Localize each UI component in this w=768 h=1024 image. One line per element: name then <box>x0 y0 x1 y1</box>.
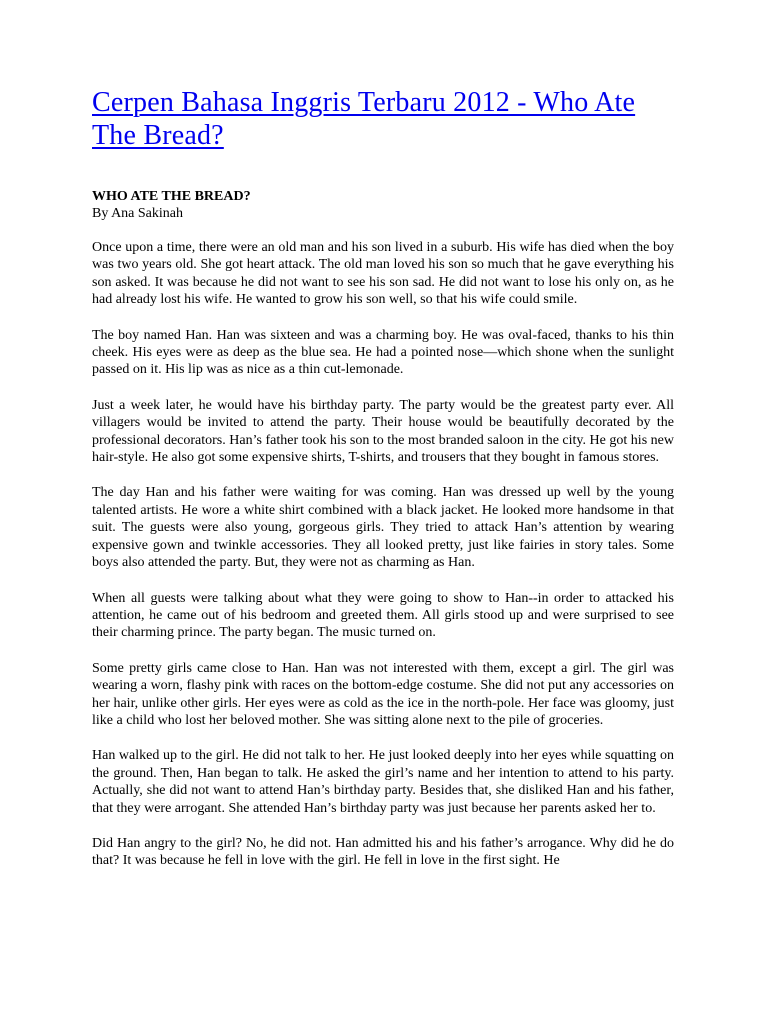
paragraph-3: Just a week later, he would have his birthday party. The party would be the greatest party ever. All villagers would be invited to attend the party. Their house would be beautifully decorated by the professional decorators. Han’s father took his son to the most branded saloon in the city. He got his new hair-style. He also got some expensive shirts, T-shirts, and trousers that they bought in famous stores. <box>92 397 674 466</box>
paragraph-4: The day Han and his father were waiting for was coming. Han was dressed up well by the young talented artists. He wore a white shirt combined with a black jacket. He looked more handsome in that suit. The guests were also young, gorgeous girls. They tried to attack Han’s attention by wearing expensive gown and twinkle accessories. They all looked pretty, just like fairies in story tales. Some boys also attended the party. But, they were not as charming as Han. <box>92 485 674 571</box>
paragraph-2: The boy named Han. Han was sixteen and was a charming boy. He was oval-faced, thanks to his thin cheek. His eyes were as deep as the blue sea. He had a pointed nose—which shone when the sunlight passed on it. His lip was as nice as a thin cut-lemonade. <box>92 327 674 378</box>
paragraph-6: Some pretty girls came close to Han. Han was not interested with them, except a girl. The girl was wearing a worn, flashy pink with races on the bottom-edge costume. She did not put any accessories on her hair, unlike other girls. Her eyes were as cold as the ice in the north-pole. Her face was gloomy, just like a child who lost her beloved mother. She was sitting alone next to the pile of groceries. <box>92 660 674 728</box>
paragraph-7: Han walked up to the girl. He did not talk to her. He just looked deeply into her eyes while squatting on the ground. Then, Han began to talk. He asked the girl’s name and her intention to attend to his party. Actually, she did not want to attend Han’s birthday party. Besides that, she disliked Han and his father, that they were arrogant. She attended Han’s birthday party was just because her parents asked her to. <box>92 748 674 816</box>
story-heading: WHO ATE THE BREAD? <box>92 189 251 204</box>
paragraph-5: When all guests were talking about what they were going to show to Han--in order to attacked his attention, he came out of his bedroom and greeted them. All girls stood up and were surprised to see their charming prince. The party began. The music turned on. <box>92 590 674 641</box>
story-byline: By Ana Sakinah <box>92 206 183 221</box>
document-page <box>92 86 674 870</box>
paragraph-1: Once upon a time, there were an old man and his son lived in a suburb. His wife has died when the boy was two years old. She got heart attack. The old man loved his son so much that he gave everything his son asked. It was because he did not want to see his son sad. He did not want to lose his only on, as he had already lost his wife. He wanted to grow his son well, so that his wife could smile. <box>92 240 674 308</box>
page-title <box>92 86 674 152</box>
paragraph-8: Did Han angry to the girl? No, he did not. Han admitted his and his father’s arrogance. Why did he do that? It was because he fell in love with the girl. He fell in love in the first sight. He <box>92 835 674 869</box>
title-link[interactable]: Cerpen Bahasa Inggris Terbaru 2012 - Who Ate The Bread? <box>92 87 636 151</box>
